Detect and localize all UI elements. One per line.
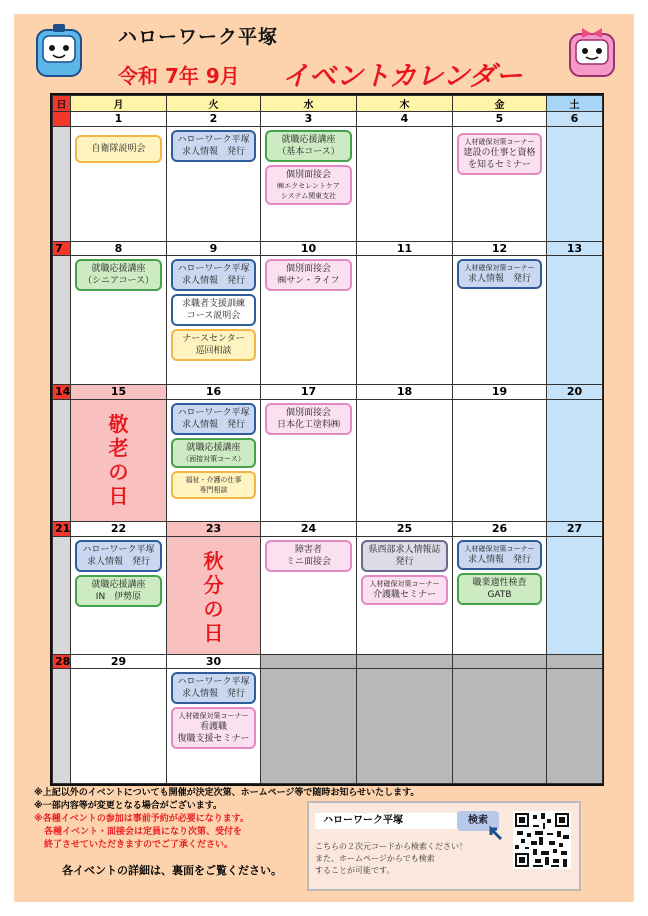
day-cell [167,669,261,784]
date-cell: 13 [547,242,603,256]
date-cell [53,112,71,126]
cursor-arrow-icon [487,825,503,841]
weekday-header-row [53,96,603,112]
date-cell: 8 [71,242,167,256]
qr-code-icon[interactable] [513,811,571,869]
date-cell: 1 [71,112,167,126]
weekday-sun: 日 [53,96,71,112]
weekday-fri: 金 [453,96,547,112]
search-text: ハローワーク平塚 [315,813,463,829]
date-cell: 5 [453,112,547,126]
date-cell: 29 [71,655,167,669]
date-cell: 15 [71,385,167,399]
search-button[interactable]: 検索 [457,811,499,831]
empty-cell [547,669,603,784]
date-cell: 17 [261,385,357,399]
day-cell [261,399,357,522]
event-card: ハローワーク平塚 求人情報 発行 [171,672,256,704]
office-title: ハローワーク平塚 [118,26,279,48]
date-cell: 2 [167,112,261,126]
day-cell [453,399,547,522]
empty-cell [357,669,453,784]
weekday-tue: 火 [167,96,261,112]
day-cell [71,536,167,655]
date-cell: 30 [167,655,261,669]
event-card: 人材確保対策コーナー 求人情報 発行 [457,259,542,289]
note-line: 各種イベント・面接会は定員になり次第、受付を [44,827,243,837]
day-cell [357,399,453,522]
detail-note: 各イベントの詳細は、裏面をご覧ください。 [62,864,282,877]
holiday-cell [71,399,167,522]
event-card: 就職応援講座 （基本コース） [265,130,352,162]
date-cell [357,655,453,669]
date-cell [261,655,357,669]
day-cell [261,536,357,655]
event-card: 人材確保対策コーナー 建設の仕事と資格 を知るセミナー [457,133,542,175]
day-cell [357,536,453,655]
day-cell [167,256,261,385]
day-cell [71,126,167,242]
date-cell: 4 [357,112,453,126]
holiday-label: 秋 分 の 日 [203,548,224,645]
note-line: 終了させていただきますのでご了承ください。 [44,840,234,850]
event-card: 就職応援講座 IN 伊勢原 [75,575,162,607]
date-cell: 9 [167,242,261,256]
search-qr-box [307,801,581,891]
qr-note: こちらの２次元コードから検索ください！ また、ホームページからでも検索 することが可能です。 [315,842,467,875]
day-cell [53,256,71,385]
note-line: ※上記以外のイベントについても開催が決定次第、ホームページ等で随時お知らせいたします。 [34,788,420,798]
date-cell: 7 [53,242,71,256]
date-cell: 10 [261,242,357,256]
month-title: 令和 7年 9月 [118,64,240,88]
date-cell: 20 [547,385,603,399]
date-cell: 11 [357,242,453,256]
event-card: 障害者 ミニ面接会 [265,540,352,572]
weekday-wed: 水 [261,96,357,112]
day-cell [167,126,261,242]
date-cell: 25 [357,522,453,536]
empty-cell [261,669,357,784]
mascot-left-icon [33,22,85,80]
day-cell [53,399,71,522]
date-cell: 24 [261,522,357,536]
weekday-sat: 土 [547,96,603,112]
day-cell [53,126,71,242]
event-card: 就職応援講座 （シニアコース） [75,259,162,291]
mascot-right-icon [566,24,618,80]
day-cell [53,536,71,655]
day-cell [261,256,357,385]
day-cell [53,669,71,784]
holiday-label: 敬 老 の 日 [108,411,129,508]
event-card: 個別面接会 日本化工塗料㈱ [265,403,352,435]
day-cell [453,126,547,242]
date-cell: 19 [453,385,547,399]
day-cell [453,536,547,655]
day-cell [261,126,357,242]
event-card: ハローワーク平塚 求人情報 発行 [171,259,256,291]
date-cell: 23 [167,522,261,536]
date-cell: 3 [261,112,357,126]
event-card: 人材確保対策コーナー 求人情報 発行 [457,540,542,570]
date-cell: 26 [453,522,547,536]
date-cell: 6 [547,112,603,126]
date-cell: 28 [53,655,71,669]
event-card: 就職応援講座 （面接対策コース） [171,438,256,468]
day-cell [167,399,261,522]
day-cell [547,536,603,655]
event-card: 自衛隊説明会 [75,135,162,163]
event-card: ハローワーク平塚 求人情報 発行 [171,130,256,162]
day-cell [453,256,547,385]
day-cell [357,256,453,385]
weekday-mon: 月 [71,96,167,112]
event-card: 県西部求人情報誌 発行 [361,540,448,572]
date-cell: 21 [53,522,71,536]
date-cell: 18 [357,385,453,399]
event-card: 人材確保対策コーナー 介護職セミナー [361,575,448,605]
date-cell [453,655,547,669]
date-cell: 27 [547,522,603,536]
holiday-cell [167,536,261,655]
event-card: ナースセンター 巡回相談 [171,329,256,361]
empty-cell [453,669,547,784]
day-cell [71,669,167,784]
note-line: ※各種イベントの参加は事前予約が必要になります。 [34,814,250,824]
day-cell [357,126,453,242]
event-card: ハローワーク平塚 求人情報 発行 [171,403,256,435]
day-cell [547,399,603,522]
event-calendar [50,93,604,786]
event-calendar-title: イベントカレンダー [282,61,523,92]
event-card: 人材確保対策コーナー 看護職 復職支援セミナー [171,707,256,749]
event-card: ハローワーク平塚 求人情報 発行 [75,540,162,572]
date-cell: 16 [167,385,261,399]
event-card: 福祉・介護の仕事 専門相談 [171,471,256,499]
weekday-thu: 木 [357,96,453,112]
event-card: 個別面接会 ㈱エクセレントケア システム関東支社 [265,165,352,205]
note-line: ※一部内容等が変更となる場合がございます。 [34,801,223,811]
date-cell [547,655,603,669]
event-card: 職業適性検査 GATB [457,573,542,605]
event-card: 求職者支援訓練 コース説明会 [171,294,256,326]
date-cell: 22 [71,522,167,536]
date-cell: 14 [53,385,71,399]
event-card: 個別面接会 ㈱サン・ライフ [265,259,352,291]
day-cell [71,256,167,385]
day-cell [547,126,603,242]
date-cell: 12 [453,242,547,256]
day-cell [547,256,603,385]
